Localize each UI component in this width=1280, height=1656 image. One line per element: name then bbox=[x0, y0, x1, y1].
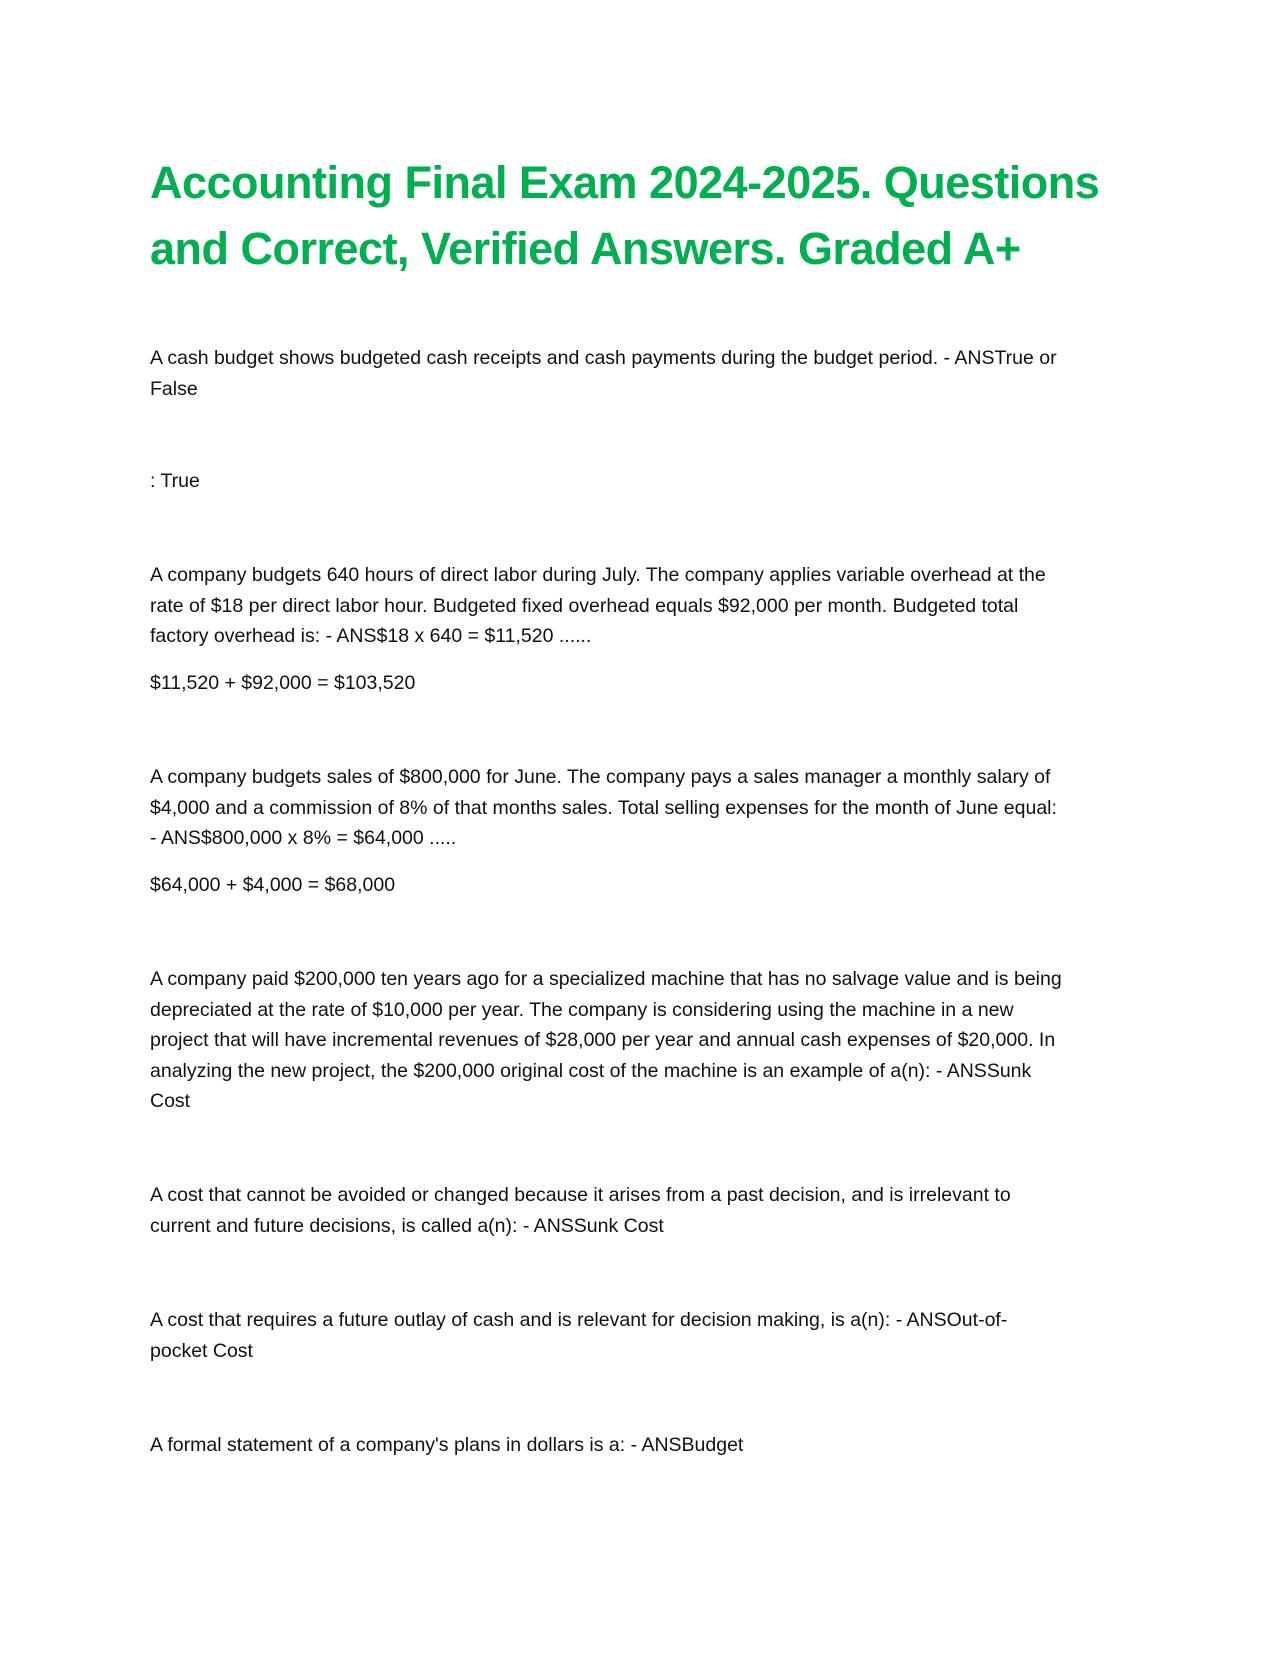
text-line: False bbox=[150, 377, 198, 400]
qa-paragraph bbox=[150, 964, 1062, 1117]
text-line: Cost bbox=[150, 1090, 191, 1112]
text-line: A cost that cannot be avoided or changed because it arises from a past decision, and is irrelevant to bbox=[150, 1184, 1011, 1206]
calculation-paragraph bbox=[150, 668, 415, 699]
text-line: : True bbox=[150, 470, 200, 492]
text-line: rate of $18 per direct labor hour. Budgeted fixed overhead equals $92,000 per month. Budgeted total bbox=[150, 594, 1019, 617]
calculation-paragraph bbox=[150, 870, 395, 901]
text-line: $64,000 + $4,000 = $68,000 bbox=[150, 874, 396, 896]
answer-paragraph bbox=[150, 466, 200, 497]
text-line: A cost that requires a future outlay of cash and is relevant for decision making, is a(n): - ANSOut-of- bbox=[150, 1309, 1008, 1331]
text-line: A company paid $200,000 ten years ago for a specialized machine that has no salvage value and is being bbox=[150, 968, 1062, 990]
qa-paragraph bbox=[150, 1180, 1011, 1241]
text-line: depreciated at the rate of $10,000 per year. The company is considering using the machine in a new bbox=[150, 998, 1014, 1021]
text-line: $4,000 and a commission of 8% of that months sales. Total selling expenses for the month of June equal: bbox=[150, 796, 1057, 819]
qa-paragraph bbox=[150, 343, 1057, 404]
document-content bbox=[150, 150, 1130, 1456]
text-line: - ANS$800,000 x 8% = $64,000 ..... bbox=[150, 827, 457, 849]
title-line: Accounting Final Exam 2024-2025. Questions bbox=[150, 157, 1100, 208]
text-line: $11,520 + $92,000 = $103,520 bbox=[150, 672, 416, 694]
text-line: A company budgets sales of $800,000 for June. The company pays a sales manager a monthly salary of bbox=[150, 766, 1051, 788]
text-line: analyzing the new project, the $200,000 original cost of the machine is an example of a(n): - ANSSunk bbox=[150, 1059, 1032, 1082]
text-line: A formal statement of a company's plans in dollars is a: - ANSBudget bbox=[150, 1434, 744, 1456]
qa-paragraph bbox=[150, 1430, 743, 1461]
qa-paragraph bbox=[150, 762, 1057, 854]
qa-paragraph bbox=[150, 1305, 1007, 1366]
text-line: A cash budget shows budgeted cash receipts and cash payments during the budget period. - ANSTrue or bbox=[150, 347, 1057, 369]
text-line: pocket Cost bbox=[150, 1339, 253, 1362]
text-line: A company budgets 640 hours of direct labor during July. The company applies variable overhead at the bbox=[150, 564, 1046, 586]
document-title bbox=[150, 150, 1130, 282]
text-line: factory overhead is: - ANS$18 x 640 = $11,520 ...... bbox=[150, 625, 592, 647]
text-line: project that will have incremental revenues of $28,000 per year and annual cash expenses of $20,000. In bbox=[150, 1029, 1056, 1051]
text-line: current and future decisions, is called a(n): - ANSSunk Cost bbox=[150, 1214, 664, 1237]
qa-paragraph bbox=[150, 560, 1046, 652]
title-line: and Correct, Verified Answers. Graded A+ bbox=[150, 223, 1021, 274]
